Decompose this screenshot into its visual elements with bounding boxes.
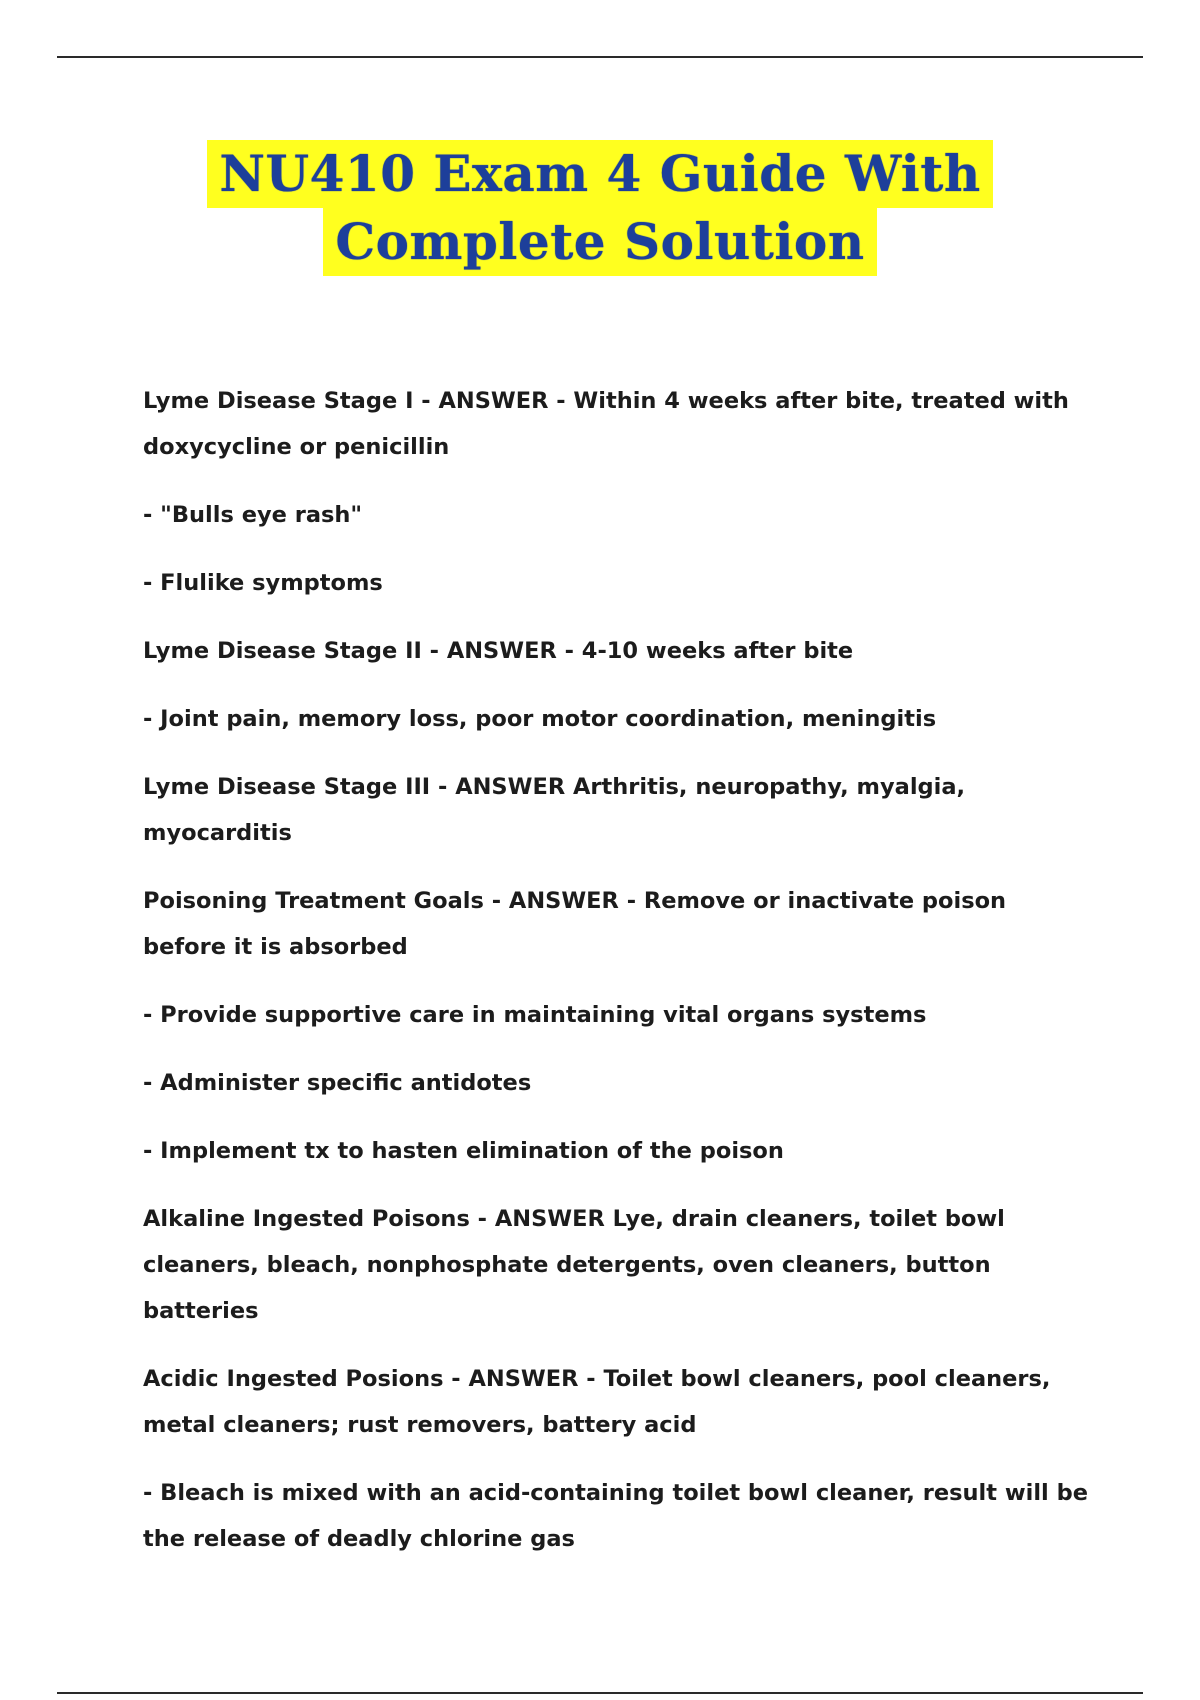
title-line-2: Complete Solution bbox=[323, 208, 876, 276]
paragraph: Lyme Disease Stage II - ANSWER - 4-10 weeks after bite bbox=[143, 638, 854, 664]
paragraph: - Flulike symptoms bbox=[143, 570, 383, 596]
paragraph: Alkaline Ingested Poisons - ANSWER Lye, drain cleaners, toilet bowl cleaners, bleach, nonphosphate detergents, oven cleaners, button batteries bbox=[143, 1206, 1005, 1324]
paragraph: - Administer specific antidotes bbox=[143, 1070, 532, 1096]
bottom-divider bbox=[57, 1692, 1143, 1694]
paragraph: Acidic Ingested Posions - ANSWER - Toilet bowl cleaners, pool cleaners, metal cleaners; rust removers, battery acid bbox=[143, 1366, 1051, 1438]
paragraph: Lyme Disease Stage III - ANSWER Arthritis, neuropathy, myalgia, myocarditis bbox=[143, 774, 966, 846]
document-title bbox=[0, 140, 1200, 276]
title-line-1: NU410 Exam 4 Guide With bbox=[207, 140, 992, 208]
paragraph: - Implement tx to hasten elimination of the poison bbox=[143, 1138, 784, 1164]
paragraph: - Provide supportive care in maintaining vital organs systems bbox=[143, 1002, 927, 1028]
top-divider bbox=[57, 56, 1143, 58]
paragraph: - Joint pain, memory loss, poor motor coordination, meningitis bbox=[143, 706, 937, 732]
document-body bbox=[143, 378, 1093, 1584]
paragraph: Poisoning Treatment Goals - ANSWER - Remove or inactivate poison before it is absorbed bbox=[143, 888, 1007, 960]
paragraph: Lyme Disease Stage I - ANSWER - Within 4 weeks after bite, treated with doxycycline or penicillin bbox=[143, 388, 1069, 460]
paragraph: - Bleach is mixed with an acid-containing toilet bowl cleaner, result will be the release of deadly chlorine gas bbox=[143, 1480, 1088, 1552]
paragraph: - "Bulls eye rash" bbox=[143, 502, 363, 528]
